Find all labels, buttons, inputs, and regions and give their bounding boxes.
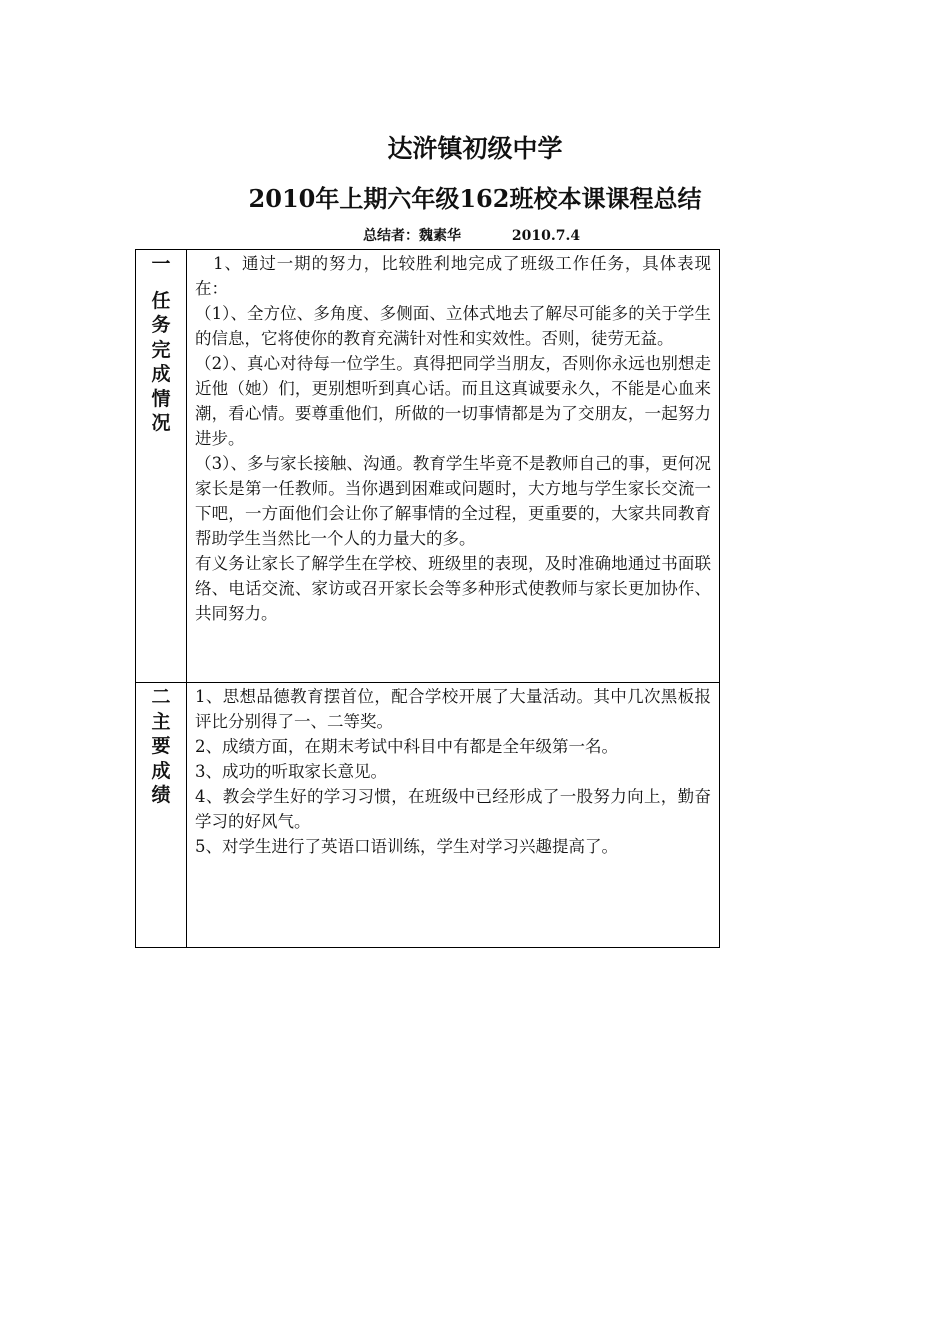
body-paragraph: （3）、多与家长接触、沟通。教育学生毕竟不是教师自己的事，更何况家长是第一任教师。当你遇到困难或问题时，大方地与学生家长交流一下吧，一方面他们会让你了解事情的全过程，更重要的，大家共同教育帮助学生当然比一个人的力量大的多。: [195, 454, 711, 548]
body-paragraph: 4、教会学生好的学习习惯，在班级中已经形成了一股努力向上，勤奋学习的好风气。: [195, 787, 711, 831]
section-heading-char: 况: [151, 412, 171, 434]
byline: [363, 226, 580, 246]
section-heading-char: 完: [151, 338, 171, 361]
section-number: 二: [151, 686, 171, 708]
section-heading-char: 主: [151, 710, 171, 733]
section-label: [136, 683, 187, 948]
section-heading-char: 成: [151, 759, 171, 782]
section-heading-char: 绩: [151, 784, 171, 806]
section-heading-char: 要: [151, 735, 171, 757]
table-row: [136, 683, 720, 948]
summary-date: 2010.7.4: [511, 228, 581, 244]
table-row: [136, 250, 720, 683]
document-title: 2010年上期六年级162班校本课课程总结: [248, 184, 702, 213]
school-title: 达浒镇初级中学: [387, 134, 563, 163]
section-body: [187, 683, 720, 948]
section-label: [136, 250, 187, 683]
body-paragraph: 1、思想品德教育摆首位，配合学校开展了大量活动。其中几次黑板报评比分别得了一、二等奖。: [195, 687, 711, 731]
body-paragraph: 5、对学生进行了英语口语训练，学生对学习兴趣提高了。: [195, 837, 618, 856]
body-paragraph: （2）、真心对待每一位学生。真得把同学当朋友，否则你永远也别想走近他（她）们，更别想听到真心话。而且这真诚要永久，不能是心血来潮，看心情。要尊重他们，所做的一切事情都是为了交朋友，一起努力进步。: [195, 354, 711, 448]
author-label: 总结者：魏素华: [363, 228, 461, 244]
section-heading-char: 成: [151, 363, 171, 385]
section-heading-char: 任: [151, 289, 171, 312]
section-number: 一: [151, 253, 171, 275]
section-heading-char: 务: [151, 314, 171, 336]
body-paragraph: 3、成功的听取家长意见。: [195, 762, 387, 781]
section-body: [187, 250, 720, 683]
section-heading-char: 情: [151, 387, 171, 410]
summary-table: [135, 249, 720, 948]
body-paragraph: 有义务让家长了解学生在学校、班级里的表现，及时准确地通过书面联络、电话交流、家访或召开家长会等多种形式使教师与家长更加协作、共同努力。: [195, 554, 711, 623]
body-paragraph: 1、通过一期的努力，比较胜利地完成了班级工作任务，具体表现在：: [195, 254, 711, 298]
body-paragraph: 2、成绩方面，在期末考试中科目中有都是全年级第一名。: [195, 737, 618, 756]
body-paragraph: （1）、全方位、多角度、多侧面、立体式地去了解尽可能多的关于学生的信息，它将使你的教育充满针对性和实效性。否则，徒劳无益。: [195, 304, 711, 348]
